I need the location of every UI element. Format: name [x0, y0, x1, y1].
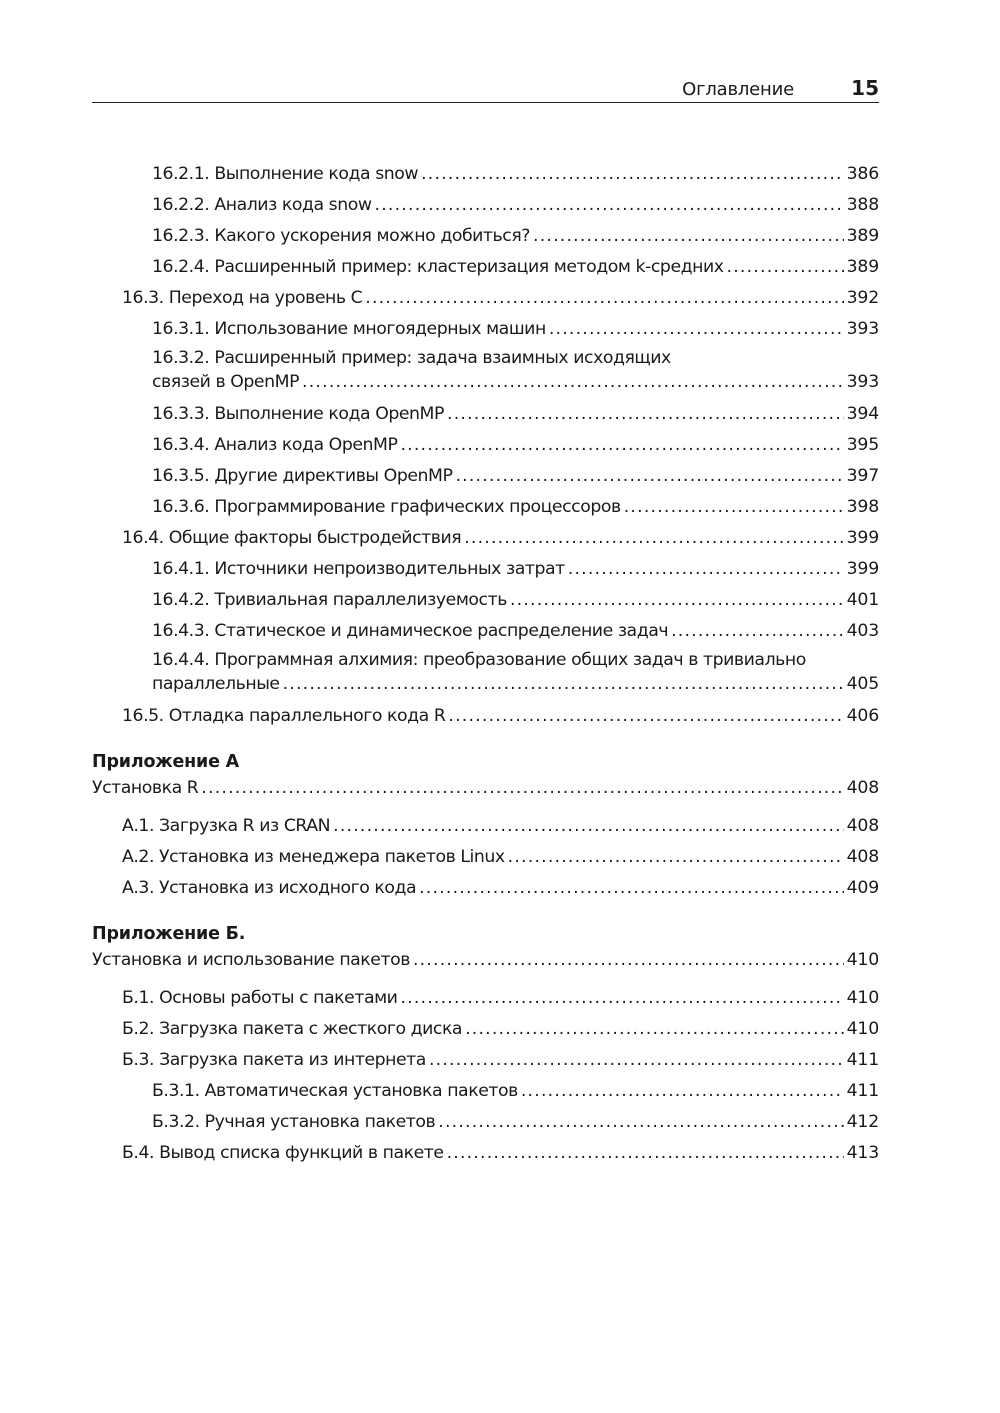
appendix-b-heading: Приложение Б.: [92, 924, 246, 944]
dot-leader: [400, 430, 843, 461]
toc-entry-title: А.1. Загрузка R из CRAN: [122, 816, 331, 836]
toc-entry-title: Б.4. Вывод списка функций в пакете: [122, 1143, 444, 1163]
toc-entry-title: 16.3.6. Программирование графических процессоров: [152, 497, 621, 517]
toc-entry-page: 399: [846, 528, 879, 548]
toc-entry-page: 412: [846, 1112, 879, 1132]
toc-entry-title: А.3. Установка из исходного кода: [122, 878, 417, 898]
toc-entry[interactable]: [92, 1138, 879, 1169]
toc-entry-page: 410: [846, 1019, 879, 1039]
dot-leader: [447, 1138, 844, 1169]
toc-entry-title-line1: 16.4.4. Программная алхимия: преобразование общих задач в тривиально: [152, 650, 806, 670]
dot-leader: [419, 873, 843, 904]
toc-entry[interactable]: [92, 1014, 879, 1045]
toc-entry[interactable]: [92, 585, 879, 616]
dot-leader: [333, 811, 843, 842]
toc-entry-title: 16.4. Общие факторы быстродействия: [122, 528, 462, 548]
toc-entry-page: 389: [846, 257, 879, 277]
dot-leader: [671, 616, 844, 647]
toc-entry-page: 410: [846, 988, 879, 1008]
toc-entry-page: 401: [846, 590, 879, 610]
toc-entry[interactable]: [92, 811, 879, 842]
toc-entry-title: 16.3.3. Выполнение кода OpenMP: [152, 404, 444, 424]
toc-entry-title: 16.3.5. Другие директивы OpenMP: [152, 466, 453, 486]
toc-entry[interactable]: [92, 190, 879, 221]
dot-leader: [549, 314, 844, 345]
toc-entry-last-line: [152, 671, 879, 701]
toc-entry-page: 411: [846, 1050, 879, 1070]
toc-entry[interactable]: [92, 221, 879, 252]
toc-entry-page: 397: [846, 466, 879, 486]
appendix-a-title-entry[interactable]: [92, 773, 879, 804]
toc-entry-title: Установка и использование пакетов: [92, 950, 410, 970]
toc-entry[interactable]: [92, 1076, 879, 1107]
toc-entry-page: 398: [846, 497, 879, 517]
toc-entry-page: 395: [846, 435, 879, 455]
toc-entry[interactable]: [92, 314, 879, 345]
toc-entry-title-line2: связей в OpenMP: [152, 372, 300, 392]
toc-entry-page: 406: [846, 706, 879, 726]
dot-leader: [568, 554, 844, 585]
toc-entry[interactable]: [92, 873, 879, 904]
toc-entry-page: 386: [846, 164, 879, 184]
toc-entry-title: Б.2. Загрузка пакета с жесткого диска: [122, 1019, 463, 1039]
toc-entry-title: 16.3. Переход на уровень С: [122, 288, 363, 308]
dot-leader: [365, 283, 843, 314]
page-number: 15: [851, 76, 879, 100]
toc-entry-last-line: [152, 369, 879, 399]
dot-leader: [421, 159, 844, 190]
toc-entry-title: Б.3.1. Автоматическая установка пакетов: [152, 1081, 518, 1101]
toc-entry[interactable]: [92, 523, 879, 554]
dot-leader: [400, 983, 843, 1014]
toc-entry[interactable]: [92, 430, 879, 461]
toc-entry-page: 410: [846, 950, 879, 970]
table-of-contents: [92, 159, 879, 1169]
toc-entry-page: 413: [846, 1143, 879, 1163]
running-title: Оглавление: [682, 79, 794, 100]
toc-entry-title: 16.3.4. Анализ кода OpenMP: [152, 435, 398, 455]
dot-leader: [510, 585, 844, 616]
toc-entry[interactable]: [92, 701, 879, 732]
section-gap: [92, 732, 879, 749]
dot-leader: [283, 671, 844, 697]
toc-entry-title: 16.4.1. Источники непроизводительных затрат: [152, 559, 565, 579]
toc-entry-page: 408: [846, 847, 879, 867]
toc-entry[interactable]: [92, 345, 879, 399]
toc-entry-page: 393: [846, 319, 879, 339]
toc-entry-page: 394: [846, 404, 879, 424]
toc-entry-title: 16.2.3. Какого ускорения можно добиться?: [152, 226, 531, 246]
toc-entry-title: 16.4.3. Статическое и динамическое распределение задач: [152, 621, 669, 641]
toc-entry-page: 411: [846, 1081, 879, 1101]
toc-entry[interactable]: [92, 1107, 879, 1138]
toc-entry-title: Б.1. Основы работы с пакетами: [122, 988, 398, 1008]
toc-entry-title: 16.2.2. Анализ кода snow: [152, 195, 372, 215]
toc-entry-page: 409: [846, 878, 879, 898]
toc-entry[interactable]: [92, 616, 879, 647]
toc-entry-page: 392: [846, 288, 879, 308]
dot-leader: [413, 945, 844, 976]
dot-leader: [375, 190, 844, 221]
dot-leader: [533, 221, 844, 252]
dot-leader: [508, 842, 844, 873]
toc-entry-title: 16.3.1. Использование многоядерных машин: [152, 319, 546, 339]
dot-leader: [727, 252, 844, 283]
section-gap: [92, 904, 879, 921]
toc-entry-title: Установка R: [92, 778, 199, 798]
dot-leader: [302, 369, 844, 395]
appendix-b-title-entry[interactable]: [92, 945, 879, 976]
dot-leader: [429, 1045, 844, 1076]
toc-entry-title: А.2. Установка из менеджера пакетов Linux: [122, 847, 505, 867]
toc-entry[interactable]: [92, 283, 879, 314]
dot-leader: [447, 399, 844, 430]
toc-entry-page: 403: [846, 621, 879, 641]
toc-entry[interactable]: [92, 399, 879, 430]
toc-entry[interactable]: [92, 842, 879, 873]
section-gap: [92, 804, 879, 811]
toc-entry-page: 393: [846, 372, 879, 392]
toc-entry[interactable]: [92, 1045, 879, 1076]
section-gap: [92, 976, 879, 983]
dot-leader: [624, 492, 844, 523]
toc-entry-page: 389: [846, 226, 879, 246]
dot-leader: [465, 1014, 844, 1045]
toc-entry-page: 405: [846, 674, 879, 694]
toc-entry[interactable]: [92, 983, 879, 1014]
dot-leader: [521, 1076, 844, 1107]
toc-entry-title: 16.5. Отладка параллельного кода R: [122, 706, 446, 726]
toc-entry-title: Б.3. Загрузка пакета из интернета: [122, 1050, 426, 1070]
toc-entry[interactable]: [92, 647, 879, 701]
toc-entry-title-line1: 16.3.2. Расширенный пример: задача взаимных исходящих: [152, 348, 671, 368]
toc-entry-title: Б.3.2. Ручная установка пакетов: [152, 1112, 436, 1132]
dot-leader: [448, 701, 843, 732]
appendix-a-heading: Приложение А: [92, 752, 240, 772]
toc-entry-title-line2: параллельные: [152, 674, 280, 694]
toc-entry[interactable]: [92, 461, 879, 492]
dot-leader: [464, 523, 843, 554]
toc-entry[interactable]: [92, 554, 879, 585]
toc-entry-page: 408: [846, 816, 879, 836]
dot-leader: [201, 773, 843, 804]
toc-entry-page: 408: [846, 778, 879, 798]
toc-entry[interactable]: [92, 252, 879, 283]
toc-entry-page: 388: [846, 195, 879, 215]
toc-entry-page: 399: [846, 559, 879, 579]
toc-entry[interactable]: [92, 492, 879, 523]
toc-entry-title: 16.4.2. Тривиальная параллелизуемость: [152, 590, 507, 610]
running-header: [92, 72, 879, 103]
toc-entry-title: 16.2.4. Расширенный пример: кластеризация методом k-средних: [152, 257, 724, 277]
toc-entry[interactable]: [92, 159, 879, 190]
toc-entry-title: 16.2.1. Выполнение кода snow: [152, 164, 419, 184]
dot-leader: [438, 1107, 843, 1138]
dot-leader: [455, 461, 843, 492]
